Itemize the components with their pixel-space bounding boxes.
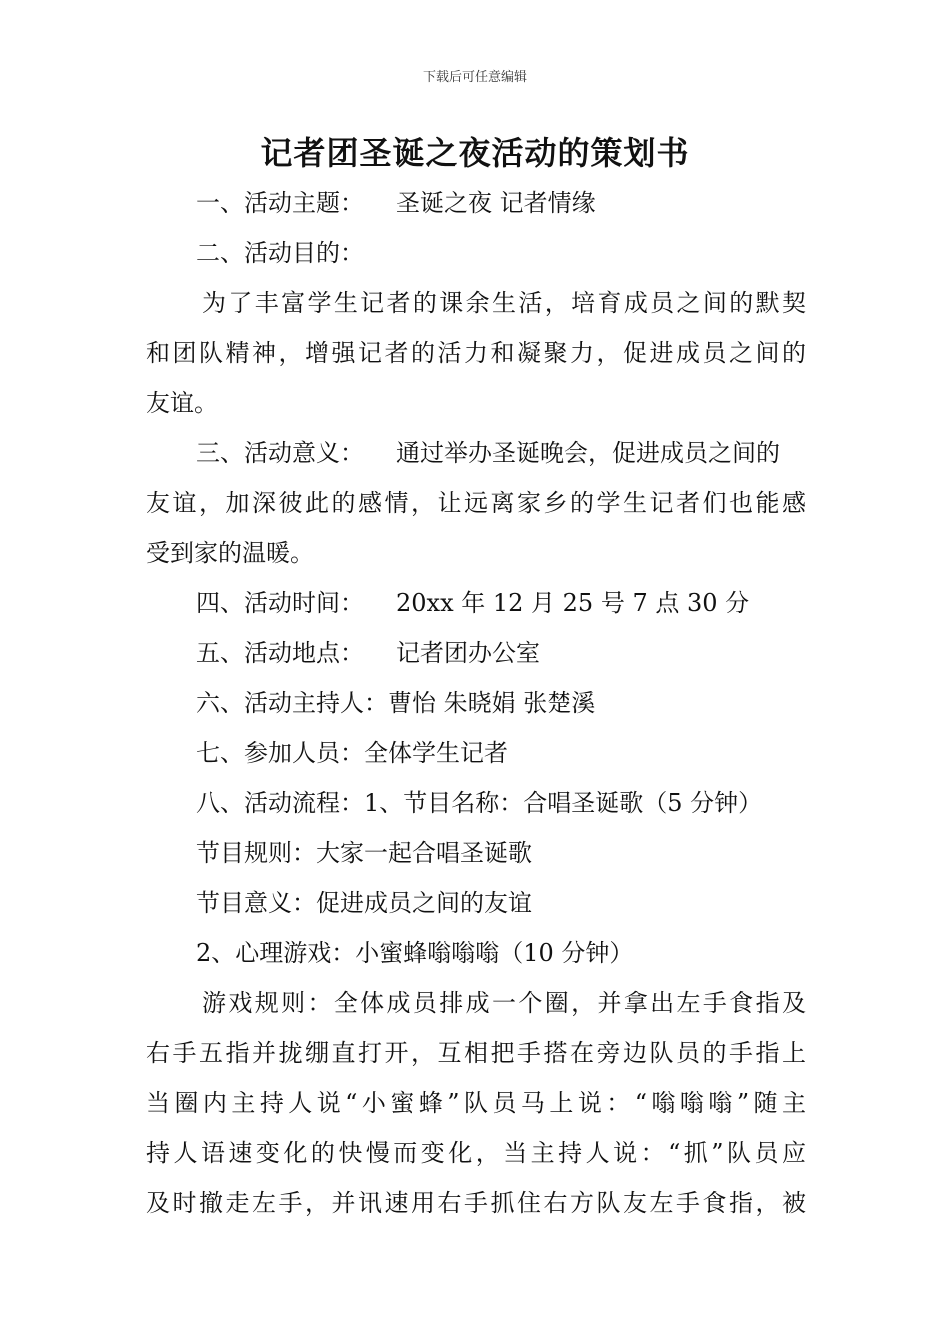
paragraph-program-rule: 节目规则：大家一起合唱圣诞歌 [196,839,532,867]
paragraph-game-rule-line-4: 持人语速变化的快慢而变化，当主持人说：“抓”队员应 [146,1139,806,1167]
paragraph-game-rule-line-2: 右手五指并拢绷直打开，互相把手搭在旁边队员的手指上 [146,1039,806,1067]
time-label: 四、活动时间： [196,589,364,617]
document-title: 记者团圣诞之夜活动的策划书 [260,134,690,172]
paragraph-game-rule-line-1: 游戏规则：全体成员排成一个圈，并拿出左手食指及 [202,989,806,1017]
paragraph-time [146,578,806,628]
paragraph-participants: 七、参加人员：全体学生记者 [196,739,508,767]
paragraph-hosts: 六、活动主持人：曹怡 朱晓娟 张楚溪 [196,689,596,717]
page-header: 下载后可任意编辑 [422,70,527,85]
paragraph-location [146,628,806,678]
paragraph-meaning-line-3: 受到家的温暖。 [146,539,314,567]
paragraph-program-meaning: 节目意义：促进成员之间的友谊 [196,889,532,917]
meaning-value: 通过举办圣诞晚会，促进成员之间的 [396,439,780,467]
paragraph-meaning-line-2: 友谊，加深彼此的感情，让远离家乡的学生记者们也能感 [146,489,806,517]
document-body [146,178,806,1228]
paragraph-game-rule-line-3: 当圈内主持人说“小蜜蜂”队员马上说：“嗡嗡嗡”随主 [146,1089,806,1117]
theme-value: 圣诞之夜 记者情缘 [396,189,596,217]
paragraph-purpose-line-3: 友谊。 [146,389,218,417]
meaning-label: 三、活动意义： [196,439,364,467]
theme-label: 一、活动主题： [196,189,364,217]
location-label: 五、活动地点： [196,639,364,667]
paragraph-game-title: 2、心理游戏：小蜜蜂嗡嗡嗡（10 分钟） [196,939,634,967]
paragraph-purpose-line-2: 和团队精神，增强记者的活力和凝聚力，促进成员之间的 [146,339,806,367]
paragraph-meaning-line-1 [146,428,806,478]
paragraph-purpose-line-1: 为了丰富学生记者的课余生活，培育成员之间的默契 [202,289,806,317]
time-value: 20xx 年 12 月 25 号 7 点 30 分 [396,589,750,617]
paragraph-purpose-heading: 二、活动目的： [196,239,364,267]
paragraph-theme [146,178,806,228]
location-value: 记者团办公室 [396,639,540,667]
paragraph-process: 八、活动流程：1、节目名称：合唱圣诞歌（5 分钟） [196,789,763,817]
paragraph-game-rule-line-5: 及时撤走左手，并讯速用右手抓住右方队友左手食指，被 [146,1189,806,1217]
